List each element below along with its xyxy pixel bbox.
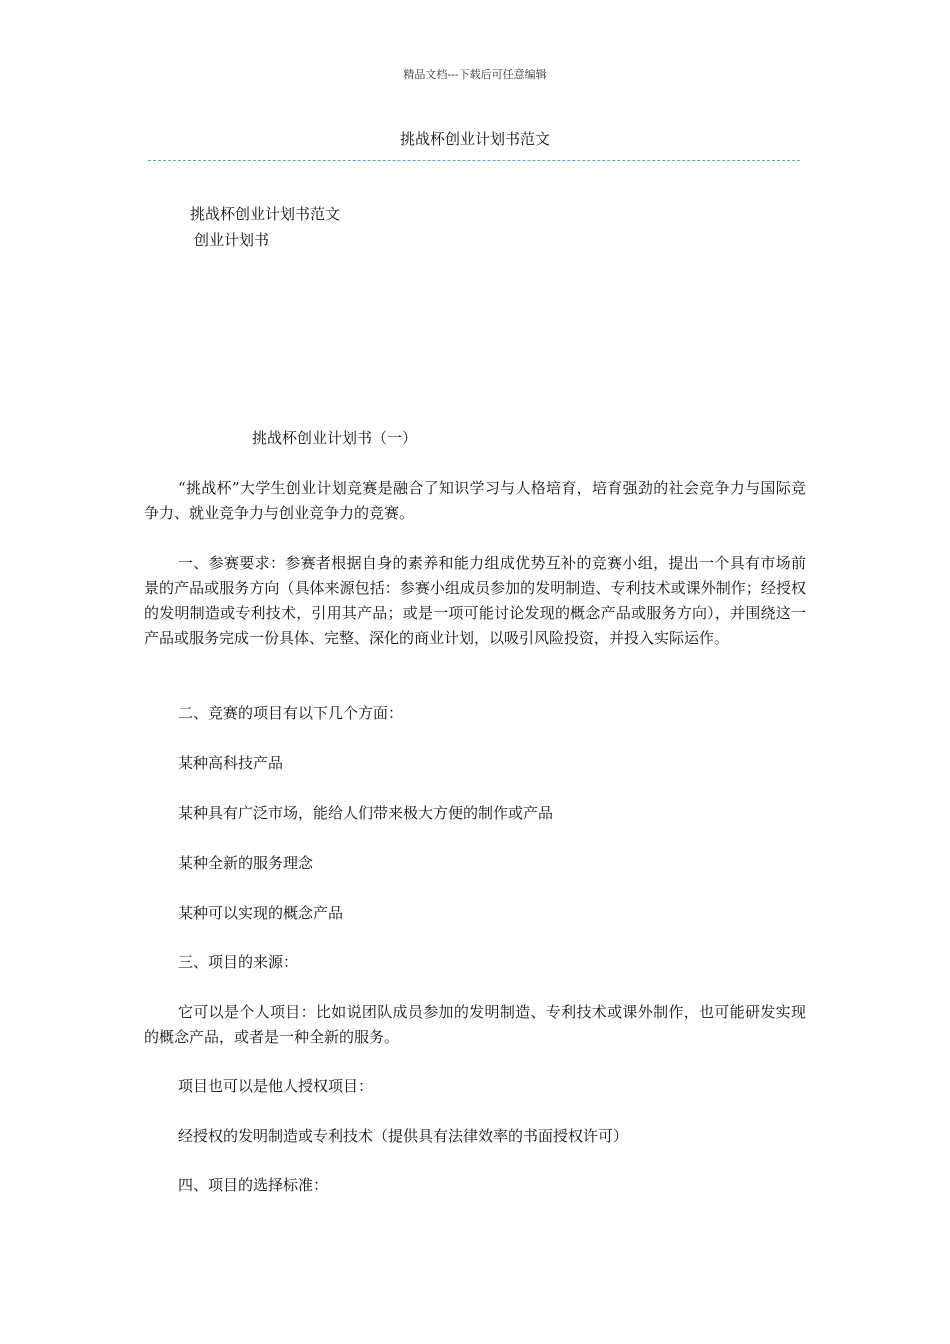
project-item: 某种具有广泛市场，能给人们带来极大方便的制作或产品 — [178, 804, 554, 822]
page-watermark: 精品文档---下载后可任意编辑 — [403, 68, 547, 81]
projects-heading: 二、竞赛的项目有以下几个方面： — [178, 704, 404, 722]
title-divider — [148, 160, 800, 161]
criteria-heading: 四、项目的选择标准： — [178, 1176, 329, 1194]
cover-title: 挑战杯创业计划书范文 — [190, 205, 341, 223]
project-item: 某种高科技产品 — [178, 754, 284, 772]
requirements-paragraph: 一、参赛要求：参赛者根据自身的素养和能力组成优势互补的竞赛小组，提出一个具有市场前景的产品或服务方向（具体来源包括：参赛小组成员参加的发明制造、专利技术或课外制作；经授权的发明制造或专利技术，引用其产品；或是一项可能讨论发现的概念产品或服务方向），并围绕这一产品或服务完成一份具体、完整、深化的商业计划，以吸引风险投资，并投入实际运作。 — [144, 554, 806, 647]
sources-heading: 三、项目的来源： — [178, 953, 299, 971]
licensed-detail: 经授权的发明制造或专利技术（提供具有法律效率的书面授权许可） — [178, 1127, 629, 1145]
intro-paragraph: “挑战杯”大学生创业计划竞赛是融合了知识学习与人格培育，培育强劲的社会竞争力与国际竞争力、就业竞争力与创业竞争力的竞赛。 — [144, 479, 806, 522]
project-item: 某种全新的服务理念 — [178, 854, 314, 872]
cover-subtitle: 创业计划书 — [194, 231, 270, 249]
section-heading: 挑战杯创业计划书（一） — [252, 429, 418, 447]
licensed-heading: 项目也可以是他人授权项目： — [178, 1077, 374, 1095]
document-title: 挑战杯创业计划书范文 — [399, 130, 550, 148]
sources-paragraph: 它可以是个人项目：比如说团队成员参加的发明制造、专利技术或课外制作，也可能研发实现的概念产品，或者是一种全新的服务。 — [144, 1003, 806, 1046]
project-item: 某种可以实现的概念产品 — [178, 904, 344, 922]
